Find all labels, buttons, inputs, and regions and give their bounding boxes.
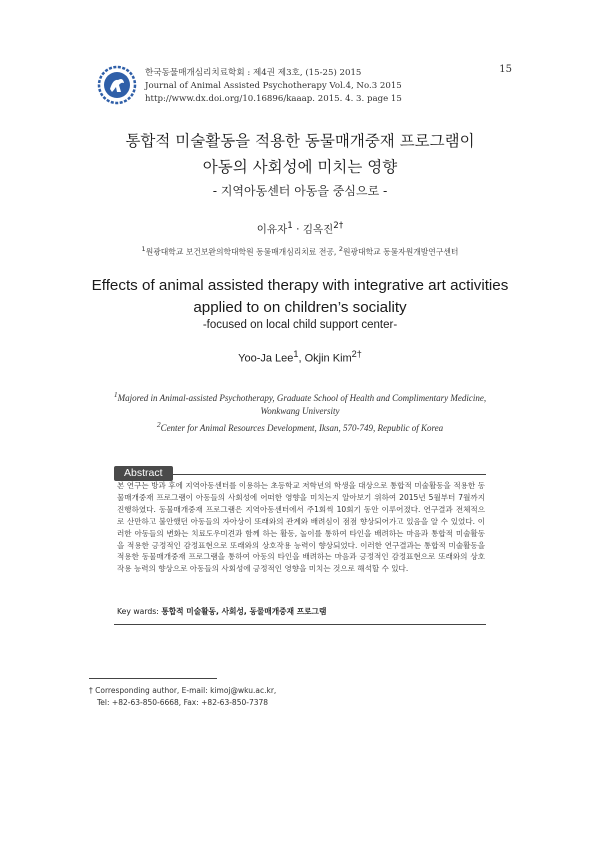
korean-affiliations (0, 245, 600, 258)
affiliation-en-2 (0, 418, 600, 435)
author-superscript: 1 (287, 221, 293, 231)
english-title-line1: Effects of animal assisted therapy with integrative art activities (91, 277, 509, 294)
affiliation-en-1 (0, 388, 600, 405)
abstract-bottom-rule (114, 624, 486, 625)
korean-authors (0, 221, 600, 237)
doi-link[interactable]: http://www.dx.doi.org/10.16896/kaaap. 2015. 4. 3. page 15 (145, 94, 402, 105)
footnote-line-2: Tel: +82-63-850-6668, Fax: +82-63-850-7378 (97, 697, 269, 707)
english-authors (0, 349, 600, 365)
english-affiliations (0, 388, 600, 435)
english-title (0, 275, 600, 319)
author-separator: · (292, 223, 303, 236)
korean-subtitle: - 지역아동센터 아동을 중심으로 - (212, 184, 388, 198)
author-separator: , (298, 352, 305, 365)
affiliation-superscript: 1 (113, 390, 118, 399)
keywords-values: 통합적 미술활동, 사회성, 동물매개중재 프로그램 (161, 607, 327, 616)
author-name-en-1: Yoo-Ja Lee (238, 352, 294, 365)
society-logo-icon (97, 65, 137, 105)
page-number: 15 (499, 64, 512, 75)
abstract-label: Abstract (114, 466, 173, 481)
abstract-top-rule (164, 474, 486, 475)
author-superscript: 2† (351, 349, 362, 359)
journal-name-en: Journal of Animal Assisted Psychotherapy Vol.4, No.3 2015 (145, 81, 402, 92)
affiliation-ko-1: 원광대학교 보건보완의학대학원 동물매개심리치료 전공, (145, 247, 339, 257)
abstract-body: 본 연구는 방과 후에 지역아동센터를 이용하는 초등학교 저학년의 학생을 대상으로 통합적 미술활동을 적용한 동물매개중재 프로그램이 아동들의 사회성에 어떠한 영향을 미치는지 알아보기 위하여 2015년 5월부터 7월까지 진행하였다. 동물매개중재 프로그램은 지역아동센터에서 주1회씩 10회기 동안 이루어졌다. 연구결과 전체적으로 산만하고 불안했던 아동들의 자아상이 또래와의 관계와 배려심이 점점 향상되어가고 있음을 알 수 있었다. 이러한 아동들의 변화는 치료도우미견과 함께 하는 활동, 놀이를 통하여 타인을 배려하는 마음과 통합적 미술활동을 적용한 긍정적인 감정표현으로 또래와의 상호작용 능력이 향상되었다. 이러한 연구결과는 통합적 미술활동을 적용한 동물매개중재 프로그램을 통하여 아동의 타인을 배려하는 마음과 긍정적인 감정표현으로 또래와의 상호작용 능력의 향상으로 아동들의 사회성에 긍정적인 영향을 미치는 것으로 해석할 수 있다. (117, 481, 485, 574)
english-subtitle: -focused on local child support center- (202, 319, 398, 331)
footnote-email: Corresponding author, E-mail: kimoj@wku.ac.kr, (92, 686, 277, 695)
korean-title (0, 128, 600, 180)
journal-info (145, 67, 402, 107)
footnote-rule (89, 678, 217, 679)
korean-title-line2: 아동의 사회성에 미치는 영향 (202, 158, 398, 176)
affiliation-superscript: 2 (338, 245, 343, 253)
affiliation-superscript: 2 (156, 420, 161, 429)
keywords (117, 606, 326, 617)
keywords-label: Key wards: (117, 607, 162, 616)
english-title-line2: applied to on children’s sociality (193, 299, 407, 316)
dagger-symbol: † (89, 686, 93, 695)
journal-name-ko: 한국동물매개심리치료학회 : 제4권 제3호, (15-25) 2015 (145, 68, 362, 78)
author-name-ko-1: 이유자 (256, 223, 288, 236)
korean-title-line1: 통합적 미술활동을 적용한 동물매개중재 프로그램이 (125, 132, 475, 150)
author-superscript: 2† (333, 221, 344, 231)
footnote-line-1 (89, 685, 276, 697)
author-name-en-2: Okjin Kim (304, 352, 352, 365)
corresponding-footnote (89, 685, 276, 708)
affiliation-en-1-cont: Wonkwang University (260, 406, 340, 416)
affiliation-ko-2: 원광대학교 동물자원개발연구센터 (342, 247, 459, 257)
author-superscript: 1 (293, 349, 299, 359)
affiliation-en-2-text: Center for Animal Resources Development, Iksan, 570-749, Republic of Korea (160, 423, 444, 433)
author-name-ko-2: 김옥진 (302, 223, 334, 236)
affiliation-superscript: 1 (141, 245, 146, 253)
affiliation-en-1-text: Majored in Animal-assisted Psychotherapy, Graduate School of Health and Complimentary Medicine, (117, 393, 487, 403)
